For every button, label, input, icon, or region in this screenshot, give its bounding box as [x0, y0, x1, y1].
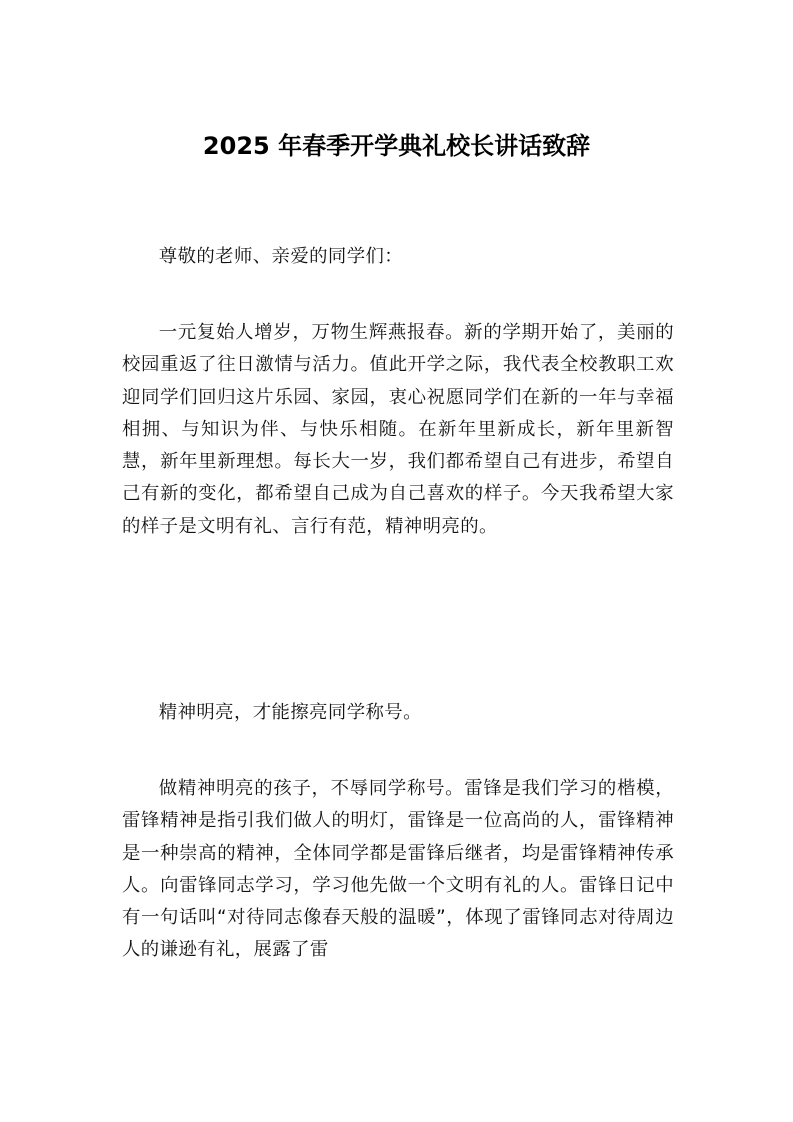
greeting-paragraph: 尊敬的老师、亲爱的同学们：: [158, 246, 404, 267]
body-paragraph: 精神明亮，才能擦亮同学称号。: [158, 702, 422, 723]
body-paragraph: 一元复始人增岁，万物生辉燕报春。新的学期开始了，美丽的校园重返了往日激情与活力。值此开学之际，我代表全校教职工欢迎同学们回归这片乐园、家园，衷心祝愿同学们在新的一年与幸福相拥、与知识为伴、与快乐相随。在新年里新成长，新年里新智慧，新年里新理想。每长大一岁，我们都希望自己有进步，希望自己有新的变化，都希望自己成为自己喜欢的样子。今天我希望大家的样子是文明有礼、言行有范，精神明亮的。: [122, 322, 674, 537]
body-paragraph: 做精神明亮的孩子，不辱同学称号。雷锋是我们学习的楷模，雷锋精神是指引我们做人的明灯，雷锋是一位高尚的人，雷锋精神是一种崇高的精神，全体同学都是雷锋后继者，均是雷锋精神传承人。向雷锋同志学习，学习他先做一个文明有礼的人。雷锋日记中有一句话叫“对待同志像春天般的温暖”，体现了雷锋同志对待周边人的谦逊有礼，展露了雷: [122, 778, 674, 961]
document-title: 2025 年春季开学典礼校长讲话致辞: [202, 132, 591, 160]
